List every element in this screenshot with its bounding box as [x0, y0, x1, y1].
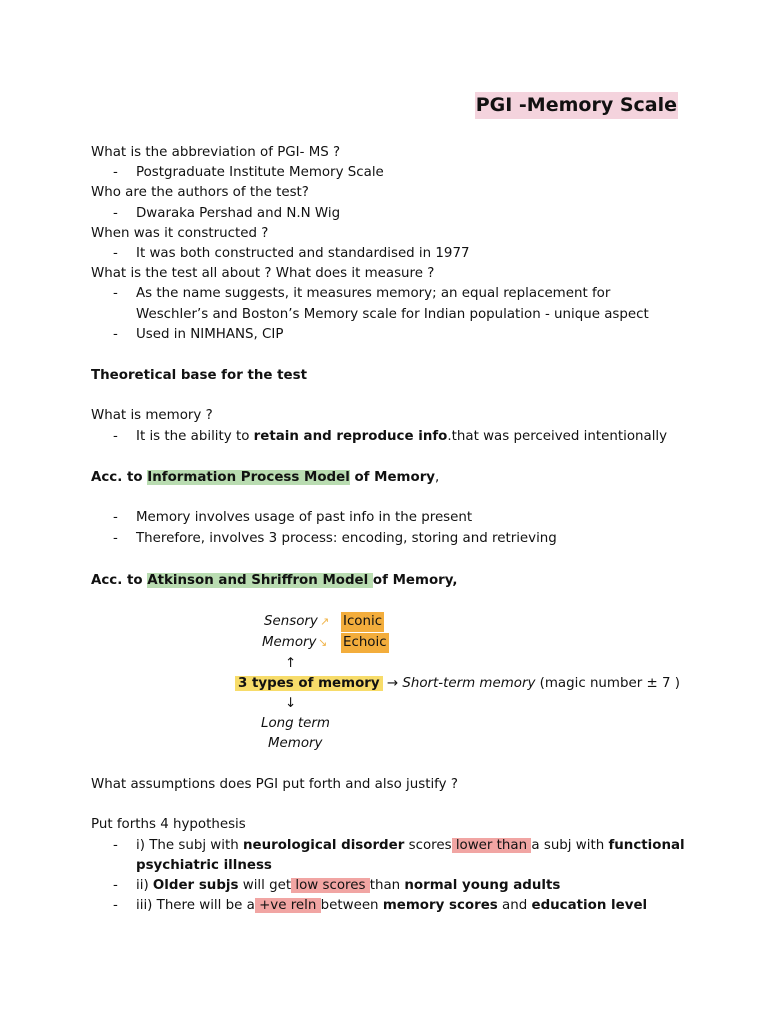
hypothesis-2: - ii) Older subjs will get low scores than normal young adults — [91, 876, 691, 896]
arrow-up-icon: ↑ — [285, 656, 297, 671]
assumptions-section — [91, 775, 691, 916]
diagram-long-term: Long term — [261, 716, 330, 731]
atkinson-heading: Acc. to Atkinson and Shriffron Model of Memory, — [91, 573, 458, 588]
arrow-down-right-icon: ↘ — [318, 636, 328, 649]
answer-used-in: - Used in NIMHANS, CIP — [91, 325, 691, 345]
diagram-magic: (magic number ± 7 ) — [535, 676, 680, 691]
hypothesis-1-cont: psychiatric illness — [136, 857, 272, 873]
hypothesis-3: - iii) There will be a +ve reln between memory scores and education level — [91, 896, 691, 916]
ipm-bullet-1: - Memory involves usage of past info in the present — [91, 508, 691, 528]
page-title: PGI -Memory Scale — [475, 92, 678, 119]
question-authors: Who are the authors of the test? — [91, 185, 309, 201]
question-abbreviation: What is the abbreviation of PGI- MS ? — [91, 145, 341, 160]
arrow-down-icon: ↓ — [285, 696, 297, 711]
diagram-echoic: Echoic — [341, 633, 389, 653]
answer-memory: - It is the ability to retain and reproduce info.that was perceived intentionally — [91, 427, 691, 447]
arrow-right-icon: → — [382, 676, 403, 691]
diagram-sensory: Sensory — [264, 614, 318, 629]
question-constructed: When was it constructed ? — [91, 225, 269, 241]
arrow-up-right-icon: ↗ — [320, 615, 330, 628]
diagram-iconic: Iconic — [341, 612, 384, 632]
diagram-types: 3 types of memory — [235, 676, 383, 691]
answer-measure-line2: Weschler’s and Boston’s Memory scale for Indian population - unique aspect — [136, 306, 649, 322]
diagram-stm: Short-term memory — [402, 676, 536, 691]
answer-measure-line1: - As the name suggests, it measures memory; an equal replacement for — [91, 284, 691, 304]
question-measure: What is the test all about ? What does it measure ? — [91, 266, 435, 282]
diagram-types-row — [235, 674, 680, 694]
ipm-heading: Acc. to Information Process Model of Memory, — [91, 470, 440, 485]
theory-heading: Theoretical base for the test — [91, 368, 308, 383]
answer-constructed: - It was both constructed and standardised in 1977 — [91, 244, 691, 264]
diagram-memory: Memory — [262, 635, 317, 650]
question-memory: What is memory ? — [91, 408, 213, 424]
answer-abbreviation: - Postgraduate Institute Memory Scale — [91, 163, 691, 183]
diagram-long-memory: Memory — [268, 736, 323, 751]
ipm-bullet-2: - Therefore, involves 3 process: encoding, storing and retrieving — [91, 529, 691, 549]
hypothesis-1: - i) The subj with neurological disorder scores lower than a subj with functional — [91, 836, 691, 856]
hypothesis-intro: Put forths 4 hypothesis — [91, 817, 246, 833]
answer-authors: - Dwaraka Pershad and N.N Wig — [91, 204, 691, 224]
question-assumptions: What assumptions does PGI put forth and also justify ? — [91, 777, 458, 792]
